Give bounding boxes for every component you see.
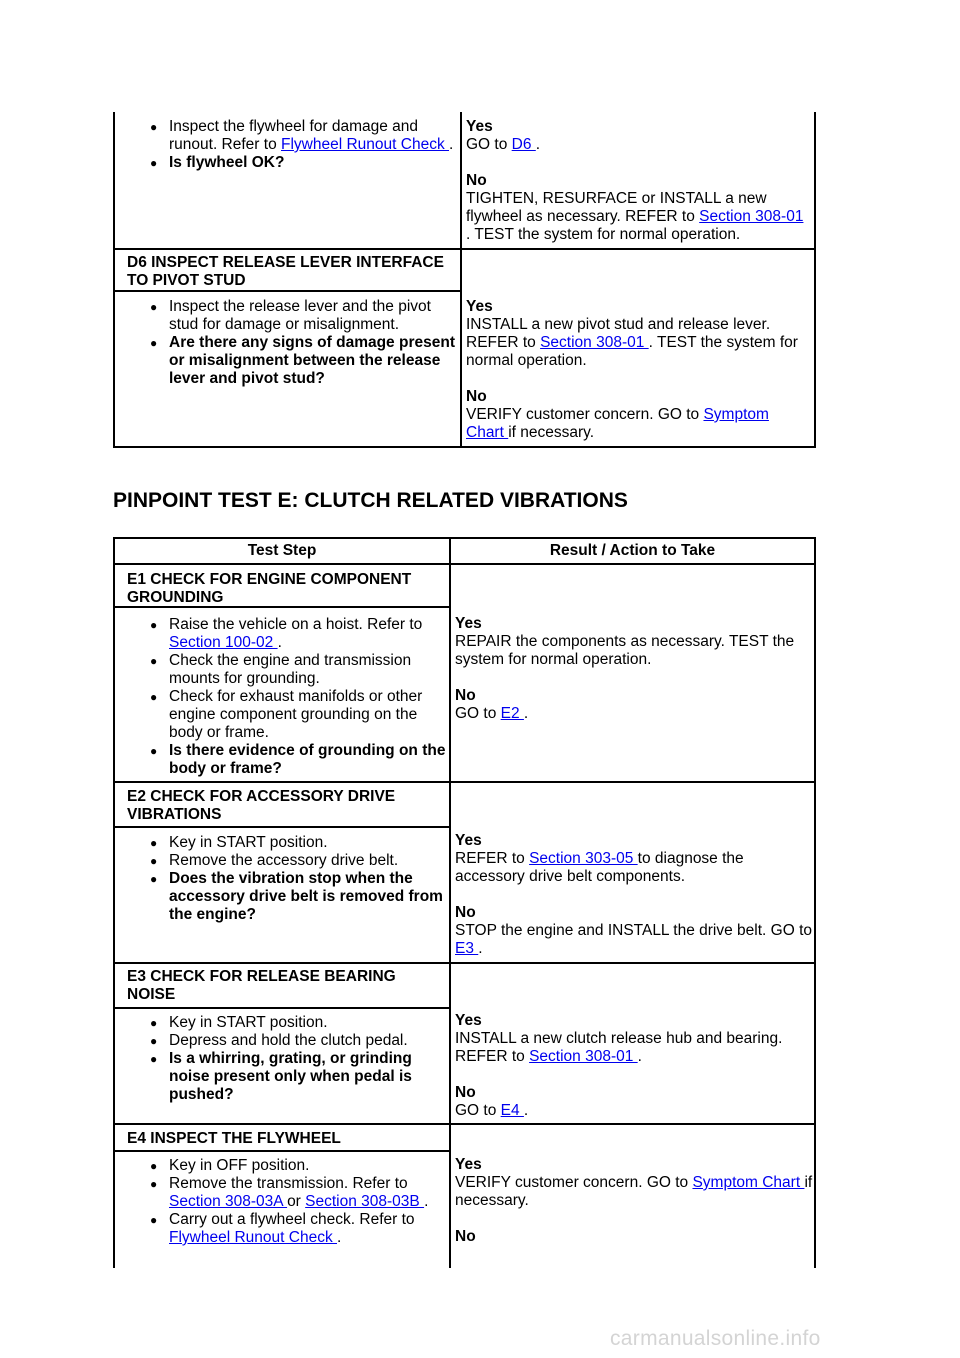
e1-step-1: ● Raise the vehicle on a hoist. Refer to Section 100-02 . (115, 616, 447, 652)
e1-step-2: ● Check the engine and transmission mounts for grounding. (115, 652, 447, 688)
symptom-chart-link[interactable]: Symptom Chart (466, 406, 769, 441)
pinpoint-title: PINPOINT TEST E: CLUTCH RELATED VIBRATIONS (113, 489, 628, 512)
e2-result: Yes REFER to Section 303-05 to diagnose the accessory drive belt components. No STOP the engine and INSTALL the drive belt. GO to E3 . (455, 832, 812, 957)
section-308-01-link[interactable]: Section 308-01 (540, 334, 649, 351)
section-308-01-link[interactable]: Section 308-01 (529, 1048, 638, 1065)
e3-result: Yes INSTALL a new clutch release hub and bearing. REFER to Section 308-01 . No GO to E4 . (455, 1012, 783, 1119)
e4-result: Yes VERIFY customer concern. GO to Symptom Chart if necessary. No (455, 1156, 813, 1245)
e3-heading: E3 CHECK FOR RELEASE BEARING NOISE (127, 968, 396, 1003)
flywheel-runout-check-link[interactable]: Flywheel Runout Check (169, 1229, 337, 1246)
e1-result: Yes REPAIR the components as necessary. TEST the system for normal operation. No GO to E2 . (455, 615, 795, 722)
e4-heading: E4 INSPECT THE FLYWHEEL (127, 1130, 341, 1147)
d6-steps (115, 298, 457, 388)
e2-step-3: ● Does the vibration stop when the accessory drive belt is removed from the engine? (115, 870, 447, 924)
d6-result: Yes INSTALL a new pivot stud and release lever. REFER to Section 308-01 . TEST the system for normal operation. No VERIFY customer concern. GO to Symptom Chart if necessary. (466, 298, 798, 441)
e4-step-1: ● Key in OFF position. (115, 1157, 447, 1175)
e3-step-2: ● Depress and hold the clutch pedal. (115, 1032, 447, 1050)
d5-steps (115, 118, 457, 172)
section-308-03b-link[interactable]: Section 308-03B (305, 1193, 425, 1210)
d6-heading: D6 INSPECT RELEASE LEVER INTERFACE TO PIVOT STUD (127, 254, 444, 289)
e4-step-3: ● Carry out a flywheel check. Refer to Flywheel Runout Check . (115, 1211, 447, 1247)
column-header-test-step: Test Step (247, 542, 317, 559)
e2-step-1: ● Key in START position. (115, 834, 447, 852)
e4-link[interactable]: E4 (500, 1102, 524, 1119)
section-100-02-link[interactable]: Section 100-02 (169, 634, 278, 651)
d6-step-question: ● Are there any signs of damage present or misalignment between the release lever and pivot stud? (115, 334, 457, 388)
e3-link[interactable]: E3 (455, 940, 479, 957)
flywheel-runout-check-link[interactable]: Flywheel Runout Check (281, 136, 450, 153)
e2-steps (115, 834, 447, 924)
e4-step-2: ● Remove the transmission. Refer to Section 308-03A or Section 308-03B . (115, 1175, 447, 1211)
column-header-result: Result / Action to Take (549, 542, 716, 559)
e2-heading: E2 CHECK FOR ACCESSORY DRIVE VIBRATIONS (127, 788, 396, 823)
e3-steps (115, 1014, 447, 1104)
d6-link[interactable]: D6 (511, 136, 536, 153)
symptom-chart-link[interactable]: Symptom Chart (692, 1174, 805, 1191)
e3-step-1: ● Key in START position. (115, 1014, 447, 1032)
e2-step-2: ● Remove the accessory drive belt. (115, 852, 447, 870)
watermark: carmanualsonline.info (610, 1327, 821, 1350)
d5-result: Yes GO to D6 . No TIGHTEN, RESURFACE or INSTALL a new flywheel as necessary. REFER to Section 308-01 . TEST the system for normal operation. (466, 118, 804, 243)
section-308-03a-link[interactable]: Section 308-03A (169, 1193, 288, 1210)
e4-steps (115, 1157, 447, 1247)
section-303-05-link[interactable]: Section 303-05 (529, 850, 638, 867)
e1-steps (115, 616, 447, 778)
section-308-01-link[interactable]: Section 308-01 (699, 208, 804, 225)
d6-step-inspect: ● Inspect the release lever and the pivot stud for damage or misalignment. (115, 298, 457, 334)
d5-step-inspect: ● Inspect the flywheel for damage and runout. Refer to Flywheel Runout Check . (115, 118, 457, 154)
e2-link[interactable]: E2 (500, 705, 524, 722)
e1-step-4: ● Is there evidence of grounding on the body or frame? (115, 742, 447, 778)
e1-heading: E1 CHECK FOR ENGINE COMPONENT GROUNDING (127, 571, 412, 606)
e1-step-3: ● Check for exhaust manifolds or other engine component grounding on the body or frame. (115, 688, 447, 742)
d5-step-question: ● Is flywheel OK? (115, 154, 457, 172)
e3-step-3: ● Is a whirring, grating, or grinding noise present only when pedal is pushed? (115, 1050, 447, 1104)
